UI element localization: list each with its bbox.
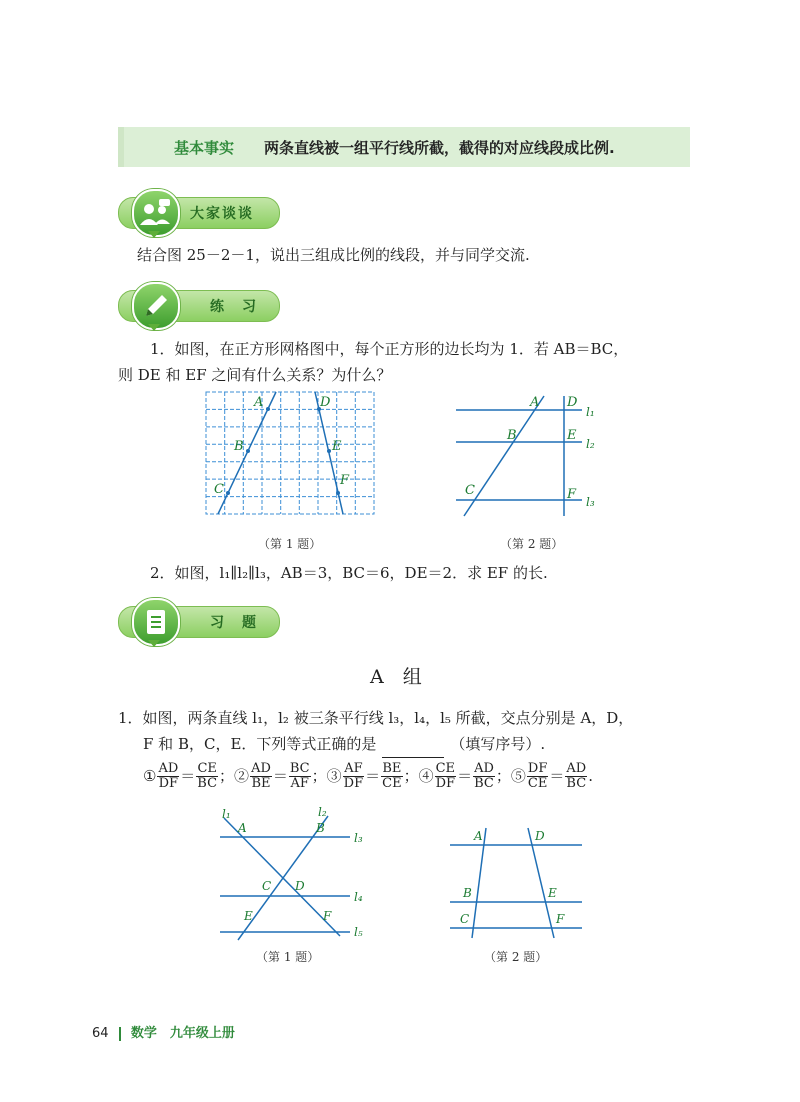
fig-label: A [238, 821, 247, 835]
basic-fact-box [118, 127, 690, 167]
equals-sign: ＝ [457, 766, 473, 785]
equation-term: BC [474, 776, 494, 791]
fact-label: 基本事实 [174, 139, 235, 157]
practice-icon [132, 282, 180, 330]
pencil-icon [134, 284, 178, 328]
equation-term: ③ [326, 766, 342, 785]
exercise-q1-cont [143, 731, 545, 758]
fig-label: F [556, 912, 565, 926]
fig-label: l₄ [354, 890, 363, 904]
practice-fig2-caption: （第 2 题） [500, 537, 564, 551]
fraction [381, 762, 402, 791]
fig-label: F [323, 909, 332, 923]
fig-label: A [254, 395, 264, 410]
group-title: A 组 [370, 666, 422, 688]
fig-label: l₅ [354, 925, 363, 939]
fraction [473, 762, 495, 791]
equation-term: DF [435, 776, 456, 791]
equation-term: AF [290, 776, 309, 791]
practice-q2: 2．如图，l₁∥l₂∥l₃，AB＝3，BC＝6，DE＝2．求 EF 的长. [150, 564, 548, 582]
fig-label: D [295, 879, 305, 893]
equation-term: ④ [418, 766, 434, 785]
fig-label: E [567, 428, 577, 443]
equation-term: CE [197, 761, 217, 776]
equation-term: ① [143, 766, 157, 785]
answer-blank[interactable] [382, 731, 444, 758]
fig-label: F [567, 487, 577, 502]
equation-item [418, 761, 511, 791]
equals-sign: ＝ [365, 766, 381, 785]
equals-sign: ＝ [549, 766, 565, 785]
fig-label: A [530, 395, 540, 410]
practice-q1: 1．如图，在正方形网格图中，每个正方形的边长均为 1．若 AB＝BC， [150, 340, 629, 358]
fraction [157, 762, 179, 791]
fraction [250, 762, 272, 791]
equation-term: ； [311, 766, 327, 785]
fig-label: C [214, 482, 224, 497]
practice-fig1-grid [200, 388, 380, 518]
equation-term: BC [197, 776, 218, 791]
people-icon [134, 191, 178, 235]
fraction [289, 762, 311, 791]
fig-label: B [316, 821, 325, 835]
notebook-icon [134, 600, 178, 644]
fraction [196, 762, 218, 791]
exercises-title: 习 题 [210, 615, 258, 631]
fig-label: F [340, 473, 350, 488]
discuss-text: 结合图 25－2－1，说出三组成比例的线段，并与同学交流. [137, 246, 530, 264]
grid-border [206, 392, 374, 514]
book-title: 数学 九年级上册 [130, 1026, 235, 1041]
fig-label: B [234, 439, 244, 454]
fraction [527, 762, 548, 791]
discuss-title: 大家谈谈 [190, 206, 254, 222]
equation-term: AD [158, 761, 179, 776]
equation-term: DF [158, 776, 179, 791]
equation-term: AF [344, 761, 363, 776]
fig-label: C [262, 879, 272, 893]
fig-label: A [474, 829, 483, 843]
fig-label: C [465, 483, 475, 498]
footer [92, 1022, 235, 1041]
fraction [343, 762, 364, 791]
exercises-arrow-icon [148, 640, 160, 647]
equation-term: ⑤ [510, 766, 526, 785]
exercises-icon [132, 598, 180, 646]
equation-term: DF [527, 761, 548, 776]
fig-label: D [535, 829, 545, 843]
fact-text: 两条直线被一组平行线所截，截得的对应线段成比例. [264, 139, 615, 157]
practice-arrow-icon [148, 324, 160, 331]
fig-label: E [548, 886, 557, 900]
equation-term: BE [382, 761, 402, 776]
fraction [435, 762, 456, 791]
exercise-fig1-caption: （第 1 题） [256, 950, 320, 964]
equation-term: BC [289, 761, 310, 776]
exercise-q1-pre: F 和 B，C，E．下列等式正确的是 [143, 735, 377, 753]
equation-item [143, 761, 235, 791]
equation-term: CE [435, 761, 456, 776]
equation-term: ； [219, 766, 235, 785]
fig-label: l₃ [354, 831, 363, 845]
equation-term: BE [251, 776, 271, 791]
equation-term: . [588, 766, 593, 785]
practice-fig1-caption: （第 1 题） [258, 537, 322, 551]
equation-item [234, 761, 327, 791]
practice-title: 练 习 [210, 299, 258, 315]
equation-row [143, 762, 593, 791]
page-number: 64 [92, 1026, 109, 1041]
fig-label: D [567, 395, 578, 410]
fig-label: C [460, 912, 470, 926]
exercise-q1-post: （填写序号）. [450, 735, 546, 753]
exercise-fig2 [446, 822, 596, 942]
fig-label: l₂ [318, 805, 327, 819]
fig-label: l₁ [586, 405, 595, 419]
practice-fig2 [450, 392, 610, 522]
equation-item [326, 761, 419, 791]
fig-label: l₃ [586, 495, 595, 509]
fig-label: l₁ [222, 807, 231, 821]
equation-term: AD [566, 761, 587, 776]
fig-label: E [244, 909, 253, 923]
exercise-fig1 [210, 802, 380, 942]
equation-term: CE [382, 776, 402, 791]
equation-term: ； [495, 766, 511, 785]
footer-divider [119, 1027, 121, 1041]
discuss-arrow-icon [148, 231, 160, 238]
equation-term: CE [527, 776, 548, 791]
equation-term: BC [566, 776, 587, 791]
equation-term: DF [343, 776, 364, 791]
fig-label: B [507, 428, 517, 443]
equals-sign: ＝ [272, 766, 288, 785]
equation-item [510, 761, 593, 791]
equation-term: AD [251, 761, 271, 776]
fig-label: D [320, 395, 331, 410]
fig-label: B [463, 886, 472, 900]
practice-q1-cont: 则 DE 和 EF 之间有什么关系？为什么？ [118, 366, 392, 384]
exercise-q1: 1．如图，两条直线 l₁，l₂ 被三条平行线 l₃，l₄，l₅ 所截，交点分别是 A，D， [118, 709, 634, 727]
exercise-fig2-caption: （第 2 题） [484, 950, 548, 964]
equation-term: ② [234, 766, 250, 785]
equation-term: AD [474, 761, 494, 776]
discuss-icon [132, 189, 180, 237]
equals-sign: ＝ [180, 766, 196, 785]
equation-term: ； [403, 766, 419, 785]
fig-label: l₂ [586, 437, 595, 451]
fraction [565, 762, 587, 791]
fig-label: E [332, 439, 342, 454]
